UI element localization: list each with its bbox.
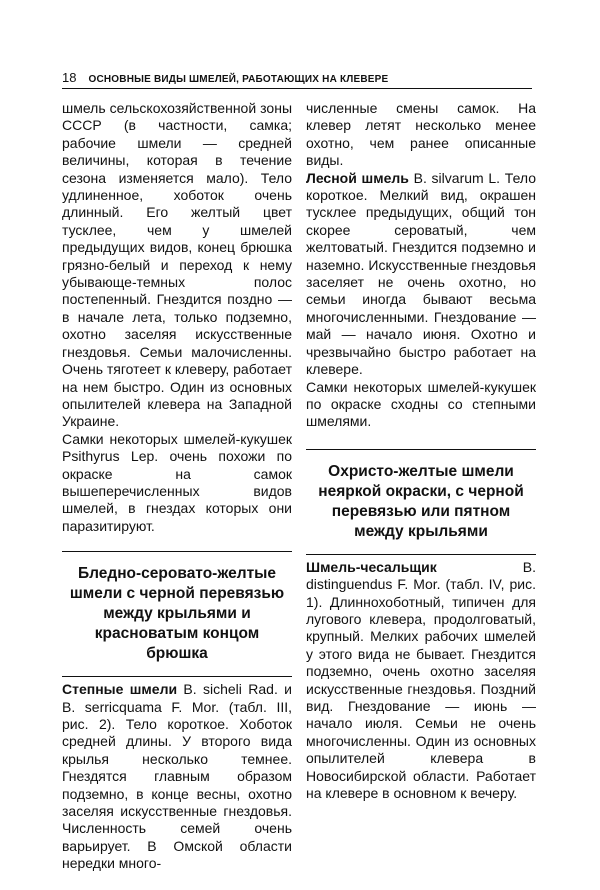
running-title: ОСНОВНЫЕ ВИДЫ ШМЕЛЕЙ, РАБОТАЮЩИХ НА КЛЕВЕРЕ (88, 74, 389, 85)
species-description: B. silvarum L. Тело короткое. Мелкий вид, окрашен тусклее предыдущих, общий тон скорее сероватый, чем желтоватый. Гнездится подземно и наземно. Искусственные гнездовья заселяет не очень охотно, но семьи иногда бывают весьма многочисленными. Гнездование — май — начало июня. Охотно и чрезвычайно быстро работает на клевере. (306, 169, 537, 378)
page-number: 18 (62, 70, 77, 85)
species-description: B. sicheli Rad. и B. serricquama F. Mor. (табл. III, рис. 2). Тело короткое. Хоботок средней длины. У второго вида крылья несколько темнее. Гнездятся главным образом подземно, в конце весны, охотно заселяя искусственные гнездовья. Численность семей очень варьирует. В Омской области нередки много- (62, 681, 292, 872)
left-column (62, 100, 292, 873)
right-column (306, 100, 536, 802)
carder-bumblebee-paragraph (306, 559, 536, 803)
section-heading-ochre-yellow: Охристо-желтые шмели неяркой окраски, с черной перевязью или пятном между крыльями (318, 462, 524, 540)
right-paragraph-1: численные смены самок. На клевер летят несколько менее охотно, чем ранее описанные виды. (306, 100, 536, 169)
steppe-bumblebee-paragraph (62, 681, 292, 872)
species-term: Степные шмели (62, 681, 178, 698)
section-divider-bottom (306, 554, 536, 555)
section-divider-bottom (62, 676, 292, 677)
species-description: B. distinguendus F. Mor. (табл. IV, рис. 1). Длиннохоботный, типичен для лугового клевера, продолговатый, крупный. Мелких рабочих шмелей у этого вида не бывает. Гнездится подземно, очень охотно заселяя искусственные гнездовья. Поздний вид. Гнездование — июнь — начало июля. Семьи не очень многочисленны. Один из основных опылителей клевера в Новосибирской области. Работает на клевере в основном к вечеру. (306, 558, 536, 801)
section-divider-top (62, 551, 292, 552)
left-paragraph-2: Самки некоторых шмелей-кукушек Psithyrus Lep. очень похожи по окраске на самок вышеперечисленных видов шмелей, в гнездах которых они паразитируют. (62, 430, 292, 534)
left-paragraph-1: шмель сельскохозяйственной зоны СССР (в частности, самка; рабочие шмели — средней величины, которая в течение сезона изменяется мало). Тело удлиненное, хоботок очень длинный. Его желтый цвет тусклее, чем у шмелей предыдущих видов, конец брюшка грязно-белый и переход к нему убывающе-темных полос постепенный. Гнездится поздно — в начале лета, только подземно, охотно заселяя искусственные гнездовья. Семьи малочисленны. Очень тяготеет к клеверу, работает на нем быстро. Один из основных опылителей клевера на Западной Украине. (62, 100, 292, 430)
right-paragraph-3: Самки некоторых шмелей-кукушек по окраске сходны со степными шмелями. (306, 378, 536, 430)
species-term: Шмель-чесальщик (306, 558, 437, 575)
forest-bumblebee-paragraph (306, 170, 536, 379)
section-heading-pale-yellow: Бледно-серовато-желтые шмели с черной перевязью между крыльями и красноватым концом брюшка (69, 565, 285, 663)
section-divider-top (306, 449, 536, 450)
page-header (62, 70, 532, 89)
species-term: Лесной шмель (306, 169, 409, 186)
